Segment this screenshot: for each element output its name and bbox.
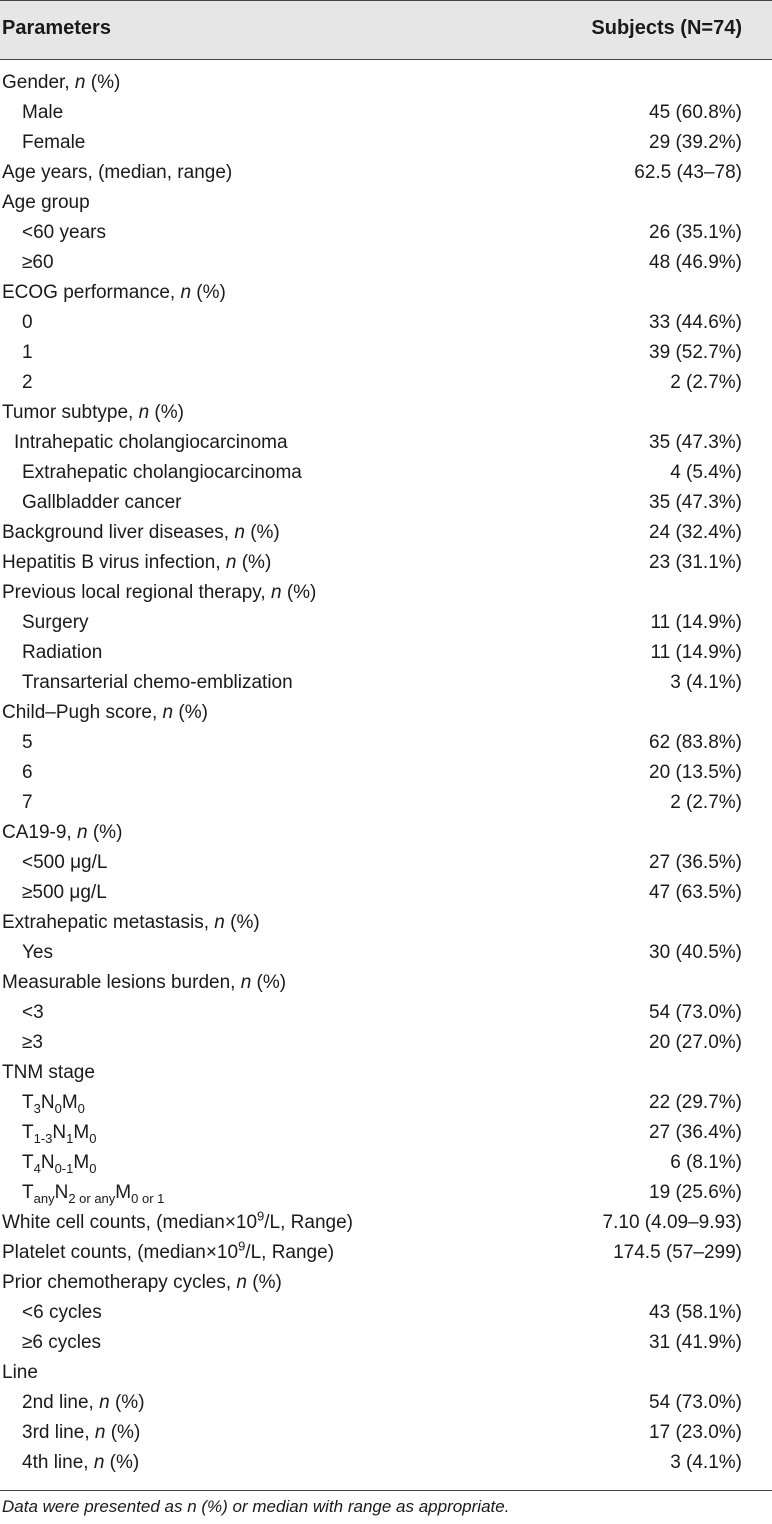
row-label: $T_3N_0M_0$ <box>22 1092 85 1116</box>
table-row <box>0 398 772 428</box>
table-row <box>0 68 772 98</box>
table-row <box>0 308 772 338</box>
row-value: 31 (41.9%) <box>649 1332 742 1353</box>
row-label: ≥60 <box>22 252 54 273</box>
row-label: White cell counts, ($median\times 10^9/L$, Range) <box>2 1208 354 1233</box>
row-value: 30 (40.5%) <box>649 942 742 963</box>
table-row <box>0 548 772 578</box>
row-value: 62.5 (43–78) <box>634 162 742 183</box>
row-label: Gallbladder cancer <box>22 492 182 513</box>
table-row <box>0 1148 772 1178</box>
row-value: 35 (47.3%) <box>649 432 742 453</box>
row-label: 3rd line, n (%) <box>22 1422 141 1443</box>
row-label: ECOG performance, n (%) <box>2 282 226 303</box>
table-row <box>0 1208 772 1238</box>
table-row <box>0 218 772 248</box>
table-row <box>0 1328 772 1358</box>
row-label: TNM stage <box>2 1062 95 1083</box>
row-label: CA19-9, n (%) <box>2 822 123 843</box>
header-subjects: Subjects (N=74) <box>591 17 742 39</box>
table-row <box>0 488 772 518</box>
row-label: Yes <box>22 942 53 963</box>
table-row <box>0 848 772 878</box>
row-label: <500 μg/L <box>22 852 108 873</box>
table-row <box>0 998 772 1028</box>
row-label: 2 <box>22 372 33 393</box>
row-label: 5 <box>22 732 33 753</box>
row-value: 3 (4.1%) <box>670 1452 742 1473</box>
table-row <box>0 1178 772 1208</box>
table-row <box>0 728 772 758</box>
row-label: Platelet counts, ($median\times 10^9/L$, Range) <box>2 1238 335 1263</box>
table-row <box>0 1088 772 1118</box>
row-label: Measurable lesions burden, n (%) <box>2 972 287 993</box>
row-label: Extrahepatic metastasis, n (%) <box>2 912 260 933</box>
table-row <box>0 458 772 488</box>
row-value: 17 (23.0%) <box>649 1422 742 1443</box>
row-label: ≥500 μg/L <box>22 882 107 903</box>
table-row <box>0 128 772 158</box>
row-label: Surgery <box>22 612 89 633</box>
row-label: Age years, (median, range) <box>2 162 233 183</box>
row-value: 3 (4.1%) <box>670 672 742 693</box>
row-value: 33 (44.6%) <box>649 312 742 333</box>
row-value: 24 (32.4%) <box>649 522 742 543</box>
table-row <box>0 368 772 398</box>
row-value: 47 (63.5%) <box>649 882 742 903</box>
table-row <box>0 428 772 458</box>
row-label: Radiation <box>22 642 103 663</box>
table-row <box>0 158 772 188</box>
table-row <box>0 1358 772 1388</box>
row-value: 2 (2.7%) <box>670 372 742 393</box>
table-row <box>0 338 772 368</box>
row-value: 19 (25.6%) <box>649 1182 742 1203</box>
row-label: Previous local regional therapy, n (%) <box>2 582 317 603</box>
table-row <box>0 1028 772 1058</box>
table-row <box>0 1238 772 1268</box>
row-label: Age group <box>2 192 90 213</box>
table-row <box>0 188 772 218</box>
row-label: 2nd line, n (%) <box>22 1392 145 1413</box>
table-row <box>0 248 772 278</box>
table-row <box>0 638 772 668</box>
row-label: Child–Pugh score, n (%) <box>2 702 208 723</box>
row-label: $T_{any}N_{2 or any}M_{0 or 1}$ <box>22 1182 165 1206</box>
row-label: Background liver diseases, n (%) <box>2 522 280 543</box>
table-row <box>0 788 772 818</box>
row-value: 11 (14.9%) <box>650 642 742 663</box>
row-label: Transarterial chemo-emblization <box>22 672 293 693</box>
row-value: 54 (73.0%) <box>649 1002 742 1023</box>
row-label: $T_{1-3}N_1M_0$ <box>22 1122 97 1146</box>
table-row <box>0 668 772 698</box>
table-row <box>0 608 772 638</box>
row-label: <60 years <box>22 222 106 243</box>
row-value: 29 (39.2%) <box>649 132 742 153</box>
row-label: Male <box>22 102 64 123</box>
row-value: 11 (14.9%) <box>650 612 742 633</box>
table-row <box>0 1268 772 1298</box>
table-bottom-rule <box>0 1490 772 1491</box>
table-row <box>0 1058 772 1088</box>
row-label: Extrahepatic cholangiocarcinoma <box>22 462 302 483</box>
row-label: 0 <box>22 312 33 333</box>
row-label: Intrahepatic cholangiocarcinoma <box>14 432 288 453</box>
row-value: 23 (31.1%) <box>649 552 742 573</box>
row-value: 39 (52.7%) <box>649 342 742 363</box>
table-footnote: Data were presented as n (%) or median with range as appropriate. <box>2 1497 510 1516</box>
table-row <box>0 698 772 728</box>
row-value: 62 (83.8%) <box>649 732 742 753</box>
row-label: ≥3 <box>22 1032 43 1053</box>
row-label: Female <box>22 132 86 153</box>
row-value: 6 (8.1%) <box>670 1152 742 1173</box>
row-value: 26 (35.1%) <box>649 222 742 243</box>
row-value: 54 (73.0%) <box>649 1392 742 1413</box>
table-row <box>0 278 772 308</box>
table-row <box>0 1298 772 1328</box>
row-label: <3 <box>22 1002 44 1023</box>
table-row <box>0 968 772 998</box>
row-label: 6 <box>22 762 33 783</box>
row-label: Gender, n (%) <box>2 72 121 93</box>
table-row <box>0 908 772 938</box>
row-label: Hepatitis B virus infection, n (%) <box>2 552 272 573</box>
row-value: 20 (13.5%) <box>649 762 742 783</box>
table-row <box>0 578 772 608</box>
row-label: <6 cycles <box>22 1302 102 1323</box>
row-label: Tumor subtype, n (%) <box>2 402 184 423</box>
table-row <box>0 1118 772 1148</box>
table-header <box>0 0 772 60</box>
row-label: 1 <box>22 342 33 363</box>
row-value: 48 (46.9%) <box>649 252 742 273</box>
row-value: 27 (36.4%) <box>649 1122 742 1143</box>
row-value: 43 (58.1%) <box>649 1302 742 1323</box>
header-parameters: Parameters <box>2 17 111 39</box>
row-label: 4th line, n (%) <box>22 1452 140 1473</box>
row-value: 22 (29.7%) <box>649 1092 742 1113</box>
row-label: 7 <box>22 792 33 813</box>
row-value: 27 (36.5%) <box>649 852 742 873</box>
row-value: 45 (60.8%) <box>649 102 742 123</box>
table-row <box>0 518 772 548</box>
row-value: 20 (27.0%) <box>649 1032 742 1053</box>
table-row <box>0 758 772 788</box>
row-label: Prior chemotherapy cycles, n (%) <box>2 1272 282 1293</box>
row-value: 7.10 (4.09–9.93) <box>602 1212 742 1233</box>
row-label: $T_4N_{0-1}M_0$ <box>22 1152 97 1176</box>
row-value: 4 (5.4%) <box>670 462 742 483</box>
table-row <box>0 938 772 968</box>
row-value: 174.5 (57–299) <box>613 1242 742 1263</box>
row-label: Line <box>2 1362 38 1383</box>
table-row <box>0 1418 772 1448</box>
table-row <box>0 1448 772 1478</box>
row-value: 2 (2.7%) <box>670 792 742 813</box>
table-row <box>0 98 772 128</box>
row-value: 35 (47.3%) <box>649 492 742 513</box>
table-row <box>0 1388 772 1418</box>
table-row <box>0 818 772 848</box>
table-row <box>0 878 772 908</box>
row-label: ≥6 cycles <box>22 1332 102 1353</box>
